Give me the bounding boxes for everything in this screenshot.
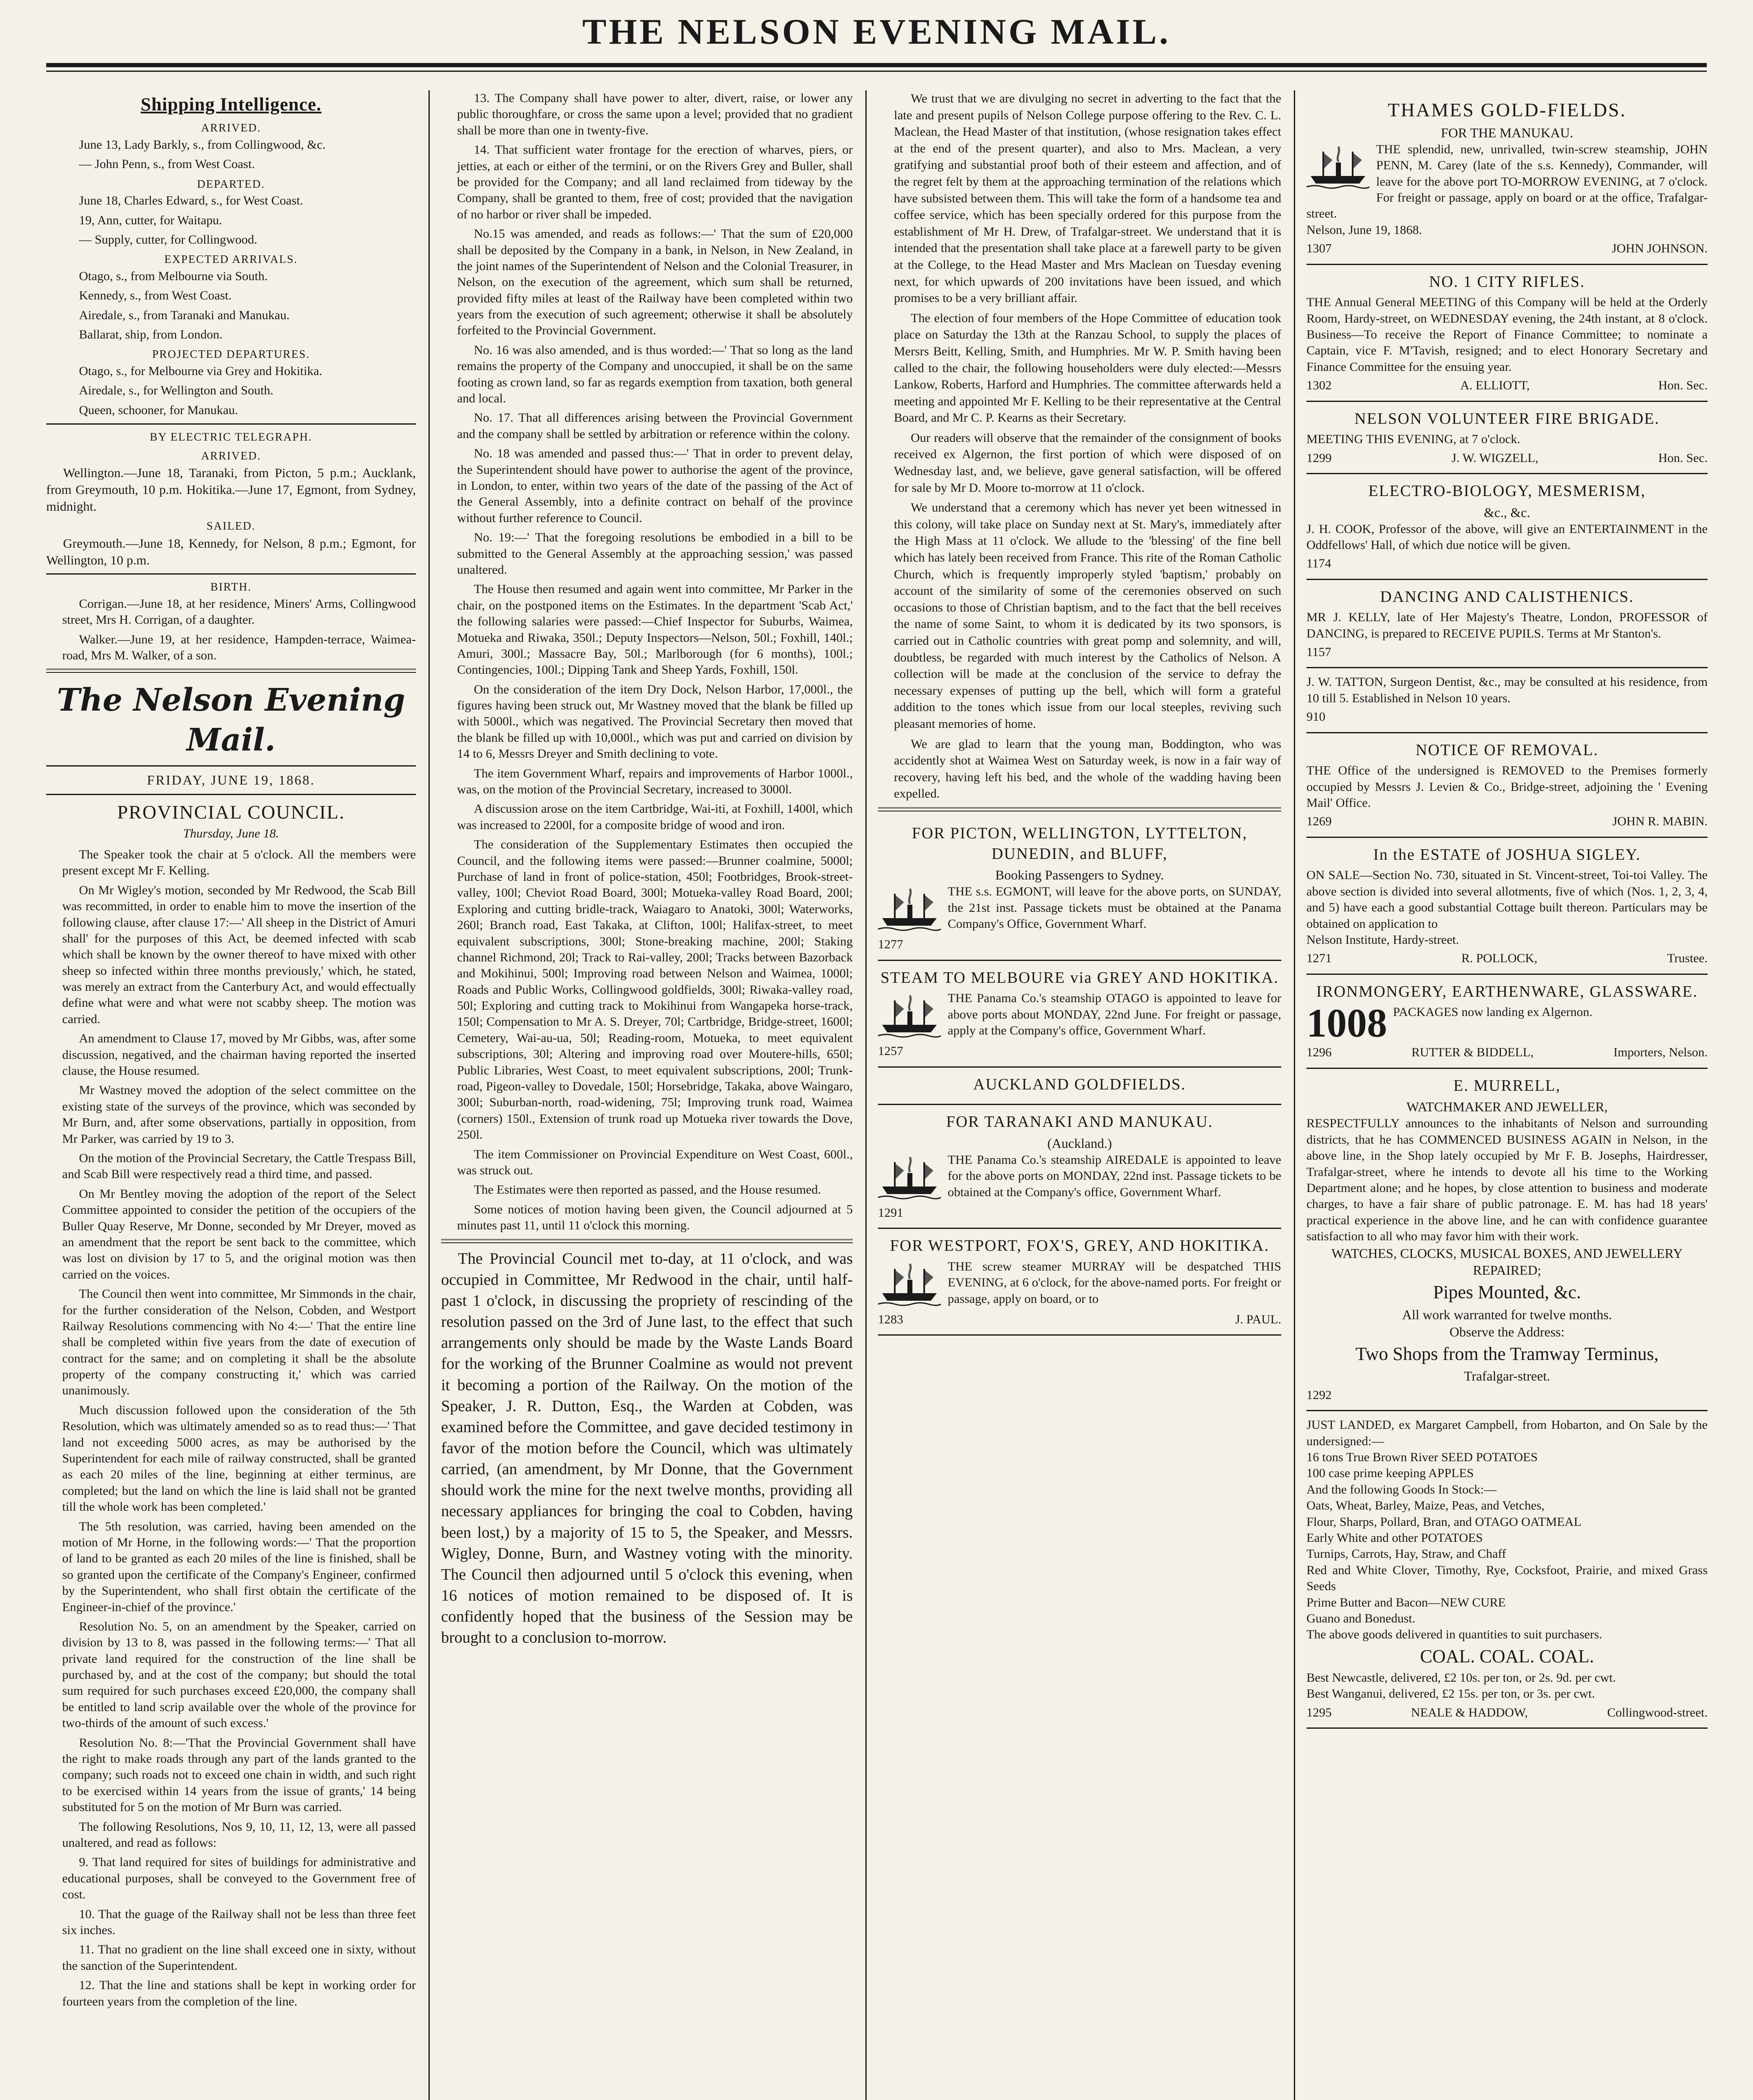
shipping-ad — [878, 961, 1281, 1068]
classified-ad — [1306, 474, 1708, 580]
ad-footer — [1306, 450, 1708, 466]
list-item: 10. That the guage of the Railway shall not be less than three feet six inches. — [62, 1907, 416, 1937]
list-item: — John Penn, s., from West Coast. — [79, 157, 255, 171]
list-item: The item Government Wharf, repairs and improvements of Harbor 1000l., was, on the motion of the Provincial Secretary, increased to 3000l. — [457, 766, 853, 797]
column-2 — [441, 90, 853, 2100]
ad-subtitle: (Auckland.) — [1047, 1135, 1112, 1151]
list-item: Our readers will observe that the remainder of the consignment of books received ex Algernon, the first portion of which were disposed of on Wednesday last, and, we believe, gave general satisfaction, will be offered for sale by Mr D. Moore to-morrow at 11 o'clock. — [894, 430, 1281, 495]
steamship-icon — [878, 885, 941, 932]
ad-line: Early White and other POTATOES — [1306, 1531, 1483, 1545]
ad-role: Hon. Sec. — [1658, 451, 1708, 465]
ad-title: FOR WESTPORT, FOX'S, GREY, AND HOKITIKA. — [890, 1237, 1269, 1255]
ad-body: J. W. TATTON, Surgeon Dentist, &c., may be consulted at his residence, from 10 till 5. Established in Nelson 10 years. — [1306, 675, 1708, 705]
ad-footer — [1306, 1705, 1708, 1721]
ad-footer — [1306, 241, 1708, 257]
ad-role: Trustee. — [1667, 951, 1708, 966]
steamship-icon — [1306, 143, 1369, 190]
list-item: June 13, Lady Barkly, s., from Collingwood, &c. — [79, 137, 326, 152]
column-separator — [1294, 90, 1295, 2100]
list-item: No.15 was amended, and reads as follows:—' That the sum of £20,000 shall be deposited by the Company in a bank, in Nelson, in New Zealand, in the joint names of the Superintendent of Nelson and the Colonial Treasurer, in Nelson, on the execution of the agreement, which sum shall be returned, provided fifty miles at least of the Railway have been completed within two years from the execution of such agreement; otherwise it shall be absolutely forfeited to the Provincial Government. — [457, 227, 853, 338]
list-item: June 18, Charles Edward, s., for West Coast. — [79, 194, 303, 208]
list-item: 14. That sufficient water frontage for the erection of wharves, piers, or jetties, at each or either of the termini, or on the Rivers Grey and Buller, shall be provided for the Company; and all land reclaimed from tideway by the Company, shall be granted to them, free of cost; provided that the navigation of no harbor or river shall be impeded. — [457, 143, 853, 221]
ad-line: All work warranted for twelve months. — [1402, 1307, 1612, 1322]
list-item: 12. That the line and stations shall be kept in working order for fourteen years from the completion of the line. — [62, 1978, 416, 2008]
section-label: ARRIVED. — [201, 121, 261, 134]
section-label: SAILED. — [206, 520, 256, 533]
list-item: The Estimates were then reported as passed, and the House resumed. — [474, 1183, 821, 1197]
ad-number: 1157 — [1306, 645, 1331, 659]
shipping-heading: Shipping Intelligence. — [140, 94, 322, 115]
classified-ad — [1306, 90, 1708, 265]
ad-body: THE screw steamer MURRAY will be despatched THIS EVENING, at 6 o'clock, for the above-named ports. For freight or passage, apply on board, or to — [948, 1259, 1281, 1306]
ad-subtitle: FOR THE MANUKAU. — [1441, 125, 1573, 140]
ad-footer — [1306, 556, 1708, 572]
ad-title: NOTICE OF REMOVAL. — [1415, 741, 1599, 759]
list-item: Much discussion followed upon the consideration of the 5th Resolution, which was ultimately amended so as to read thus:—' That land not exceeding 5000 acres, as may be authorised by the Superintendent for each mile of railway constructed, shall be granted as each 20 miles of the line, beginning at either terminus, are completed; but the land on which the line is laid shall not be granted till the whole work has been completed.' — [62, 1403, 416, 1514]
ad-big-number: 1008 — [1306, 1000, 1387, 1046]
shipping-ad — [878, 1068, 1281, 1105]
ad-line: WATCHES, CLOCKS, MUSICAL BOXES, AND JEWELLERY REPAIRED; — [1331, 1245, 1683, 1278]
masthead-title: THE NELSON EVENING MAIL. — [582, 11, 1171, 52]
classified-ad — [1306, 733, 1708, 838]
list-item: The Council then went into committee, Mr Simmonds in the chair, for the further consideration of the Nelson, Cobden, and Westport Railway Resolutions commencing with No 4:—' That the entire line shall be completed within five years from the date of execution of contract for the same; and on completing it shall be the absolute property of the company constructing it,' which was carried unanimously. — [62, 1287, 416, 1398]
steamship-icon — [878, 992, 941, 1039]
ad-body: RESPECTFULLY announces to the inhabitants of Nelson and surrounding districts, that he has COMMENCED BUSINESS AGAIN in Nelson, in the above line, in the Shop lately occupied by Mr F. B. Josephs, Hairdresser, Trafalgar-street, where he intends to devote all his time to the Working Department alone; and he hopes, by close attention to business and moderate charges, to have a fair share of public patronage. E. M. has had 18 years' practical experience in the above line, and he can with confidence guarantee satisfaction to all who may favor him with their work. — [1306, 1116, 1708, 1244]
list-item: 11. That no gradient on the line shall exceed one in sixty, without the sanction of the Superintendent. — [62, 1942, 416, 1973]
ad-body: THE Panama Co.'s steamship AIREDALE is appointed to leave for the above ports on MONDAY, 22nd inst. Passage tickets to be obtained at the Company's office, Government Wharf. — [948, 1152, 1281, 1199]
ad-role: Importers, Nelson. — [1613, 1045, 1708, 1060]
list-item: Airedale, s., for Wellington and South. — [79, 383, 273, 398]
ad-line: Red and White Clover, Timothy, Rye, Cocksfoot, Prairie, and mixed Grass Seeds — [1306, 1563, 1708, 1593]
ad-line: Turnips, Carrots, Hay, Straw, and Chaff — [1306, 1547, 1506, 1561]
classified-ad — [1306, 402, 1708, 474]
ad-body: THE Annual General MEETING of this Company will be held at the Orderly Room, Hardy-street, on WEDNESDAY evening, the 24th instant, at 8 o'clock. Business—To receive the Report of Finance Committee; to nominate a Captain, vice F. M'Tavish, resigned; and to elect Honorary Secretary and Finance Committee for the ensuing year. — [1306, 295, 1708, 374]
ad-line: Best Wanganui, delivered, £2 15s. per ton, or 3s. per cwt. — [1306, 1687, 1595, 1701]
list-item: We trust that we are divulging no secret in adverting to the fact that the late and present pupils of Nelson College purpose offering to the Rev. C. L. Maclean, the Head Master of that institution, (whose resignation takes effect at the end of the present quarter), and also to Mrs. Maclean, a very gratifying and substantial proof both of their esteem and affection, and of the regret felt by them at the approaching termination of the relations which have subsisted between them. This will take the form of a handsome tea and coffee service, which has been specially ordered for this purpose from the establishment of Mr H. Drew, of Trafalgar-street. We understand that it is intended that the presentation shall take place at a farewell party to be given at the College, to the Head Master and Mrs Maclean on Tuesday evening next, for which upwards of 200 invitations have been issued, and which promises to be a very brilliant affair. — [894, 92, 1281, 305]
classified-ad — [1306, 1069, 1708, 1411]
ad-body: THE Panama Co.'s steamship OTAGO is appointed to leave for above ports about MONDAY, 22nd June. For freight or passage, apply at the Company's office, Government Wharf. — [948, 991, 1281, 1037]
ad-number: 1295 — [1306, 1705, 1332, 1719]
section-label: BIRTH. — [210, 580, 252, 593]
classified-ad — [1306, 975, 1708, 1069]
ad-signature: J. PAUL. — [1235, 1312, 1281, 1326]
projected-list — [46, 363, 416, 418]
ad-body: THE splendid, new, unrivalled, twin-screw steamship, JOHN PENN, M. Carey (late of the s.s. Kennedy), Commander, will leave for the above port TO-MORROW EVENING, at 7 o'clock. For freight or passage, apply on board or at the office, Trafalgar-street. — [1306, 142, 1708, 221]
ad-number: 1291 — [878, 1205, 903, 1220]
ad-title: DANCING AND CALISTHENICS. — [1380, 588, 1634, 606]
ad-title: ELECTRO-BIOLOGY, MESMERISM, — [1368, 482, 1646, 500]
ad-number: 910 — [1306, 710, 1325, 724]
ad-title: FOR PICTON, WELLINGTON, LYTTELTON, DUNEDIN, and BLUFF, — [912, 824, 1248, 863]
coal-heading: COAL. COAL. COAL. — [1420, 1646, 1594, 1667]
ad-signature: R. POLLOCK, — [1461, 951, 1537, 966]
steamship-icon — [878, 1260, 941, 1307]
ad-number: 1299 — [1306, 451, 1332, 465]
ad-subtitle: &c., &c. — [1484, 504, 1530, 520]
ad-footer — [1306, 814, 1708, 830]
council-report-continued — [441, 90, 853, 1234]
list-item: The election of four members of the Hope Committee of education took place on Saturday the 13th at the Ranzau School, to supply the places of Mersrs Beitt, Kelling, Smith, and Humphries. Mr W. P. Smith having been called to the chair, the following householders were duly elected:—Messrs Lankow, Roberts, Harford and Humphries. The committee afterwards held a meeting and appointed Mr F. Kelling to be their representative at the Central Board, and Mr C. P. Kearns as their Secretary. — [894, 311, 1281, 425]
section-label: ARRIVED. — [201, 449, 261, 462]
ad-title: AUCKLAND GOLDFIELDS. — [973, 1075, 1186, 1093]
ad-subtitle: WATCHMAKER AND JEWELLER, — [1406, 1099, 1608, 1115]
ad-line: Best Newcastle, delivered, £2 10s. per ton, or 2s. 9d. per cwt. — [1306, 1671, 1616, 1685]
list-item: 9. That land required for sites of buildings for administrative and educational purposes, shall be conveyed to the Government free of cost. — [62, 1855, 416, 1902]
ad-line: 100 case prime keeping APPLES — [1306, 1466, 1474, 1480]
shipping-ads — [878, 816, 1281, 1336]
ad-number: 1277 — [878, 937, 903, 952]
ad-signature: JOHN R. MABIN. — [1612, 814, 1708, 829]
dateline: FRIDAY, JUNE 19, 1868. — [147, 772, 315, 788]
list-item: Ballarat, ship, from London. — [79, 328, 223, 342]
ad-line: Flour, Sharps, Pollard, Bran, and OTAGO OATMEAL — [1306, 1515, 1582, 1529]
list-item: On the motion of the Provincial Secretary, the Cattle Trespass Bill, and Scab Bill were respectively read a third time, and passed. — [62, 1151, 416, 1181]
list-item: We are glad to learn that the young man, Boddington, who was accidently shot at Waimea West on Saturday week, is now in a fair way of recovery, having left his bed, and the whole of the wadding having been expelled. — [894, 737, 1281, 801]
section-label: PROJECTED DEPARTURES. — [152, 348, 310, 361]
ad-footer — [1306, 644, 1708, 660]
ad-line: Pipes Mounted, &c. — [1433, 1282, 1581, 1303]
list-item: Resolution No. 8:—'That the Provincial Government shall have the right to make roads through any part of the lands granted to the company; such roads not to exceed one chain in width, and such right to be exercised within 14 years from the issue of grants,' 14 being substituted for 5 on the motion of Mr Burn was carried. — [62, 1735, 416, 1814]
section-label: DEPARTED. — [197, 177, 265, 190]
expected-list — [46, 268, 416, 343]
council-report — [46, 847, 416, 2010]
list-item: A discussion arose on the item Cartbridge, Wai-iti, at Foxhill, 1400l, which was increased to 2200l, for a composite bridge of wood and iron. — [457, 802, 853, 832]
ad-number: 1269 — [1306, 814, 1332, 829]
column-separator — [428, 90, 430, 2100]
classified-ads — [1306, 90, 1708, 1729]
list-item: Otago, s., from Melbourne via South. — [79, 269, 268, 283]
ad-line: Observe the Address: — [1449, 1324, 1565, 1339]
list-item: Queen, schooner, for Manukau. — [79, 403, 238, 417]
ad-line: And the following Goods In Stock:— — [1306, 1482, 1497, 1496]
ad-footer — [1306, 1387, 1708, 1403]
ad-line: Prime Butter and Bacon—NEW CURE — [1306, 1595, 1506, 1609]
ad-body: PACKAGES now landing ex Algernon. — [1393, 1005, 1593, 1019]
section-label: BY ELECTRIC TELEGRAPH. — [150, 430, 313, 444]
classified-ad — [1306, 668, 1708, 733]
ad-body: MR J. KELLY, late of Her Majesty's Theatre, London, PROFESSOR of DANCING, is prepared to RECEIVE PUPILS. Terms at Mr Stanton's. — [1306, 610, 1708, 640]
classified-ad — [1306, 1411, 1708, 1729]
telegraph-sailed: Greymouth.—June 18, Kennedy, for Nelson, 8 p.m.; Egmont, for Wellington, 10 p.m. — [46, 536, 416, 567]
ad-footer — [878, 1043, 1281, 1059]
ad-signature: RUTTER & BIDDELL, — [1411, 1045, 1534, 1060]
ad-line: Oats, Wheat, Barley, Maize, Peas, and Vetches, — [1306, 1499, 1545, 1513]
list-item: The item Commissioner on Provincial Expenditure on West Coast, 600l., was struck out. — [457, 1147, 853, 1177]
ad-footer — [1306, 1045, 1708, 1060]
paper-name: The Nelson Evening Mail. — [57, 682, 405, 759]
list-item: No. 17. That all differences arising between the Provincial Government and the company shall be settled by arbitration or reference within the colony. — [457, 411, 853, 441]
council-lead-article: The Provincial Council met to-day, at 11 o'clock, and was occupied in Committee, Mr Redwood in the chair, until half-past 1 o'clock, in discussing the propriety of rescinding of the resolution passed on the 3rd of June last, to the effect that such arrangements only should be made by the Waste Lands Board for the working of the Brunner Coalmine as would not prevent it becoming a portion of the Railway. On the motion of the Speaker, J. R. Dutton, Esq., the Warden at Cobden, was examined before the Committee, and gave decided testimony in favor of the motion before the Council, which was ultimately carried, (an amendment, by Mr Donne, that the Government should work the mine for the next twelve months, providing all necessary appliances for bringing the coal to Cobden, having been lost,) by a majority of 15 to 5, the Speaker, and Messrs. Wigley, Donne, Burn, and Wastney voting with the minority. The Council then adjourned until 5 o'clock this evening, when 16 notices of motion remained to be disposed of. It is confidently hoped that the business of the Session may be brought to a conclusion to-morrow. — [441, 1250, 853, 1647]
ad-title: NO. 1 CITY RIFLES. — [1429, 273, 1585, 291]
column-3 — [878, 90, 1281, 2100]
ad-title: In the ESTATE of JOSHUA SIGLEY. — [1373, 845, 1641, 864]
ad-footer — [1306, 378, 1708, 394]
list-item: 13. The Company shall have power to alter, divert, raise, or lower any public thoroughfare, or cross the same upon a level; provided that no gradient shall be more than one in twenty-five. — [457, 91, 853, 137]
column-1 — [46, 90, 416, 2100]
ad-date: Nelson, June 19, 1868. — [1306, 223, 1422, 237]
column-4 — [1306, 90, 1708, 2100]
ad-line: Guano and Bonedust. — [1306, 1612, 1416, 1625]
classified-ad — [1306, 580, 1708, 669]
ad-line: 16 tons True Brown River SEED POTATOES — [1306, 1450, 1538, 1465]
column-separator — [865, 90, 867, 2100]
ad-footer — [1306, 950, 1708, 966]
shipping-ad — [878, 816, 1281, 961]
ad-signature: NEALE & HADDOW, — [1411, 1705, 1528, 1719]
list-item: The House then resumed and again went into committee, Mr Parker in the chair, on the postponed items on the Estimates. In the department 'Scab Act,' the following salaries were passed:—Chief Inspector for Suburbs, Waimea, Motueka and Riwaka, 350l.; Deputy Inspectors—Nelson, 50l.; Foxhill, 140l.; Amuri, 300l.; Massacre Bay, 50l.; Marlborough (for 6 months), 100l.; Contingencies, 100l.; Dipping Tank and Sheep Yards, Foxhill, 150l. — [457, 582, 853, 677]
list-item: Walker.—June 19, at her residence, Hampden-terrace, Waimea-road, Mrs M. Walker, of a son. — [62, 632, 416, 662]
ad-date: Nelson Institute, Hardy-street. — [1306, 933, 1459, 947]
ad-footer — [1306, 709, 1708, 725]
ad-line: The above goods delivered in quantities to suit purchasers. — [1306, 1628, 1602, 1642]
ad-title: THAMES GOLD-FIELDS. — [1388, 99, 1627, 121]
ad-body: J. H. COOK, Professor of the above, will give an ENTERTAINMENT in the Oddfellows' Hall, of which due notice will be given. — [1306, 522, 1708, 552]
ad-body: THE s.s. EGMONT, will leave for the above ports, on SUNDAY, the 21st inst. Passage tickets must be obtained at the Panama Company's Office, Government Wharf. — [948, 885, 1281, 931]
ad-footer — [878, 1312, 1281, 1328]
section-label: EXPECTED ARRIVALS. — [164, 253, 298, 266]
ad-body: JUST LANDED, ex Margaret Campbell, from Hobarton, and On Sale by the undersigned:— — [1306, 1418, 1708, 1448]
list-item: Resolution No. 5, on an amendment by the Speaker, carried on division by 13 to 8, was passed in the following terms:—' That all private land required for the construction of the line shall be purchased by, and at the cost of the company; but should the total sum required for such purchases exceed £20,000, the company shall be entitled to land scrip available over the whole of the province for two-thirds of the amount of such excess.' — [62, 1619, 416, 1730]
ad-role: Collingwood-street. — [1607, 1705, 1708, 1719]
list-item: Some notices of motion having been given, the Council adjourned at 5 minutes past 11, until 11 o'clock this morning. — [457, 1202, 853, 1233]
masthead — [0, 0, 1753, 63]
local-news — [878, 90, 1281, 802]
ad-title: STEAM TO MELBOURE via GREY AND HOKITIKA. — [880, 969, 1279, 987]
list-item: Otago, s., for Melbourne via Grey and Hokitika. — [79, 364, 323, 378]
ad-body: ON SALE—Section No. 730, situated in St. Vincent-street, Toi-toi Valley. The above section is divided into several allotments, five of which (Nos. 1, 2, 3, 4, and 5) have each a good substantial Cottage built thereon. Particulars may be obtained on application to — [1306, 868, 1708, 931]
arrived-list — [46, 137, 416, 173]
list-item: The 5th resolution, was carried, having been amended on the motion of Mr Horne, in the following words:—' That the proportion of land to be granted as each 20 miles of the line is finished, shall be so granted upon the certificate of the Company's Engineer, confirmed by the Superintendent, who shall first obtain the certificate of the Engineer-in-chief of the province.' — [62, 1519, 416, 1614]
masthead-rule — [46, 63, 1707, 67]
list-item: On the consideration of the item Dry Dock, Nelson Harbor, 17,000l., the figures having been struck out, Mr Wastney moved that the blank be filled up with 5000l., which was negatived. The Provincial Secretary then moved that the blank be filled up with 10,000l., which was put and carried on division by 14 to 6, Messrs Dreyer and Smith declining to vote. — [457, 682, 853, 761]
list-item: Corrigan.—June 18, at her residence, Miners' Arms, Collingwood street, Mrs H. Corrigan, of a daughter. — [62, 596, 416, 627]
masthead-rule-thin — [46, 71, 1707, 72]
telegraph-arrived: Wellington.—June 18, Taranaki, from Picton, 5 p.m.; Aucklank, from Greymouth, 10 p.m. Hokitika.—June 17, Egmont, from Sydney, midnight. — [46, 465, 416, 514]
ad-signature: JOHN JOHNSON. — [1611, 242, 1708, 256]
ad-number: 1292 — [1306, 1388, 1332, 1402]
ad-body: THE Office of the undersigned is REMOVED to the Premises formerly occupied by Messrs J. Levien & Co., Bridge-street, adjoining the ' Evening Mail' Office. — [1306, 764, 1708, 810]
list-item: The following Resolutions, Nos 9, 10, 11, 12, 13, were all passed unaltered, and read as follows: — [62, 1819, 416, 1850]
ad-role: Hon. Sec. — [1658, 378, 1708, 393]
shipping-ad — [878, 1229, 1281, 1336]
list-item: The consideration of the Supplementary Estimates then occupied the Council, and the following items were passed:—Brunner coalmine, 5000l; Purchase of land in front of police-station, 450l; Footbridges, Brook-street-valley, 100l; Cheviot Road Board, 300l; Motueka-valley Road Board, 200l; Exploring and cutting bridle-track, Waiagaro to Anatoki, 300l; Waterworks, 260l; Branch road, East Takaka, at Clifton, 100l; Halifax-street, to meet equivalent subscriptions, 300l; Stone-breaking machine, 200l; Staking channel Richmond, 20l; Track to Rai-valley, 200l; Tracks between Bazorback and Mokihinui, 500l; Improving road between Nelson and Waimea, 1000l; Roads and Public Works, Collingwood goldfields, 300l; Riwaka-valley road, 50l; Exploring and cutting track to Mokihinui from Wangapeka horse-track, 150l; Compensation to Mr A. S. Dreyer, 70l; Cartbridge, Bridge-street, 1600l; Cemetery, Wai-au-ua, 50l; Reading-room, Motueka, to meet equivalent subscriptions, 30l; Altering and improving road over Moutere-hills, 650l; Public Libraries, West Coast, to meet equivalent subscriptions, 200l; Trunk-road, Pigeon-valley to Dovedale, 150l; Horsebridge, Takaka, above Waingaro, 300l; Suburban-north, road-widening, 75l; Improving trunk road, Waimea (corners) 150l., Extension of trunk road up Motueka river towards the Dove, 250l. — [457, 837, 853, 1142]
list-item: Mr Wastney moved the adoption of the select committee on the existing state of the surveys of the province, which was seconded by Mr Burn, and, after some observations, partially in opposition, from Mr Parker, was carried by 19 to 3. — [62, 1083, 416, 1146]
ad-number: 1307 — [1306, 242, 1332, 256]
ad-line: Trafalgar-street. — [1464, 1368, 1551, 1383]
list-item: 19, Ann, cutter, for Waitapu. — [79, 213, 222, 227]
list-item: Airedale, s., from Taranaki and Manukau. — [79, 308, 290, 322]
list-item: An amendment to Clause 17, moved by Mr Gibbs, was, after some discussion, negatived, and the chairman having reported the inserted clause, the House resumed. — [62, 1032, 416, 1078]
ad-number: 1302 — [1306, 378, 1332, 393]
ad-number: 1174 — [1306, 556, 1331, 571]
ad-signature: J. W. WIGZELL, — [1451, 451, 1539, 465]
list-item: No. 18 was amended and passed thus:—' That in order to prevent delay, the Superintendent should have power to authorise the agent of the province, in London, to enter, within two years of the date of the passing of the Act of the General Assembly, into a definite contract on behalf of the province without further reference to Council. — [457, 446, 853, 525]
ad-line: Two Shops from the Tramway Terminus, — [1355, 1343, 1659, 1364]
steamship-icon — [878, 1154, 941, 1201]
ad-number: 1271 — [1306, 951, 1332, 966]
list-item: On Mr Bentley moving the adoption of the report of the Select Committee appointed to consider the petition of the occupiers of the Buller Quay Reserve, Mr Donne, seconded by Mr Dreyer, moved as an amendment that the report be sent back to the committee, which was lost on division by 17 to 5, and the original motion was then carried on the voices. — [62, 1186, 416, 1281]
departed-list — [46, 193, 416, 248]
list-item: No. 16 was also amended, and is thus worded:—' That so long as the land remains the property of the Company and unoccupied, it shall be on the same footing as crown land, so far as regards exemption from taxation, both general and local. — [457, 343, 853, 406]
ad-footer — [878, 1205, 1281, 1221]
ad-number: 1283 — [878, 1312, 903, 1326]
shipping-ad — [878, 1105, 1281, 1229]
list-item: The Speaker took the chair at 5 o'clock. All the members were present except Mr F. Kelling. — [62, 847, 416, 878]
ad-body: MEETING THIS EVENING, at 7 o'clock. — [1306, 432, 1520, 446]
classified-ad — [1306, 838, 1708, 975]
list-item: — Supply, cutter, for Collingwood. — [79, 232, 258, 247]
births-list — [46, 596, 416, 664]
council-heading: PROVINCIAL COUNCIL. — [117, 801, 345, 823]
ad-title: FOR TARANAKI AND MANUKAU. — [946, 1113, 1213, 1131]
ad-footer — [878, 937, 1281, 953]
list-item: We understand that a ceremony which has never yet been witnessed in this colony, will take place on Sunday next at St. Mary's, immediately after the High Mass at 11 o'clock. We allude to the 'blessing' of the fine bell which has lately been received from France. This rite of the Roman Catholic Church, which is frequently improperly styled 'baptism,' probably on account of the similarity of some of the ceremonies observed on such occasions to those of Christian baptism, and to the fact that the bell receives the name of some Saint, to whom it is dedicated by its two sponsors, is carried out in Catholic countries with great pomp and solemnity, and will, doubtless, be regarded with much interest by the Catholics of Nelson. A collection will be made at the conclusion of the service to defray the necessary expenses of putting up the bell, which will form a grateful addition to the tones which issue from our local steeples, reviving such pleasant memories of home. — [894, 501, 1281, 731]
ad-title: NELSON VOLUNTEER FIRE BRIGADE. — [1354, 410, 1660, 428]
ad-number: 1296 — [1306, 1045, 1332, 1060]
ad-title: IRONMONGERY, EARTHENWARE, GLASSWARE. — [1316, 982, 1698, 1000]
ad-number: 1257 — [878, 1044, 903, 1058]
ad-title: E. MURRELL, — [1453, 1076, 1561, 1095]
ad-signature: A. ELLIOTT, — [1460, 378, 1530, 393]
list-item: No. 19:—' That the foregoing resolutions be embodied in a bill to be submitted to the General Assembly at the approaching session,' was passed unaltered. — [457, 530, 853, 577]
classified-ad — [1306, 265, 1708, 402]
council-date: Thursday, June 18. — [183, 826, 279, 840]
list-item: On Mr Wigley's motion, seconded by Mr Redwood, the Scab Bill was recommitted, in order to enable him to move the insertion of the following clause, after clause 17:—' All sheep in the District of Amuri shall' for the purposes of this Act, be deemed infected with scab which shall be known by the owner thereof to have mixed with other sheep so infected within three months previously,' which, he stated, was merely an extract from the Canterbury Act, and would effectually define what were and what were not scabby sheep. The motion was carried. — [62, 883, 416, 1026]
ad-subtitle: Booking Passengers to Sydney. — [995, 867, 1164, 883]
list-item: Kennedy, s., from West Coast. — [79, 289, 232, 303]
